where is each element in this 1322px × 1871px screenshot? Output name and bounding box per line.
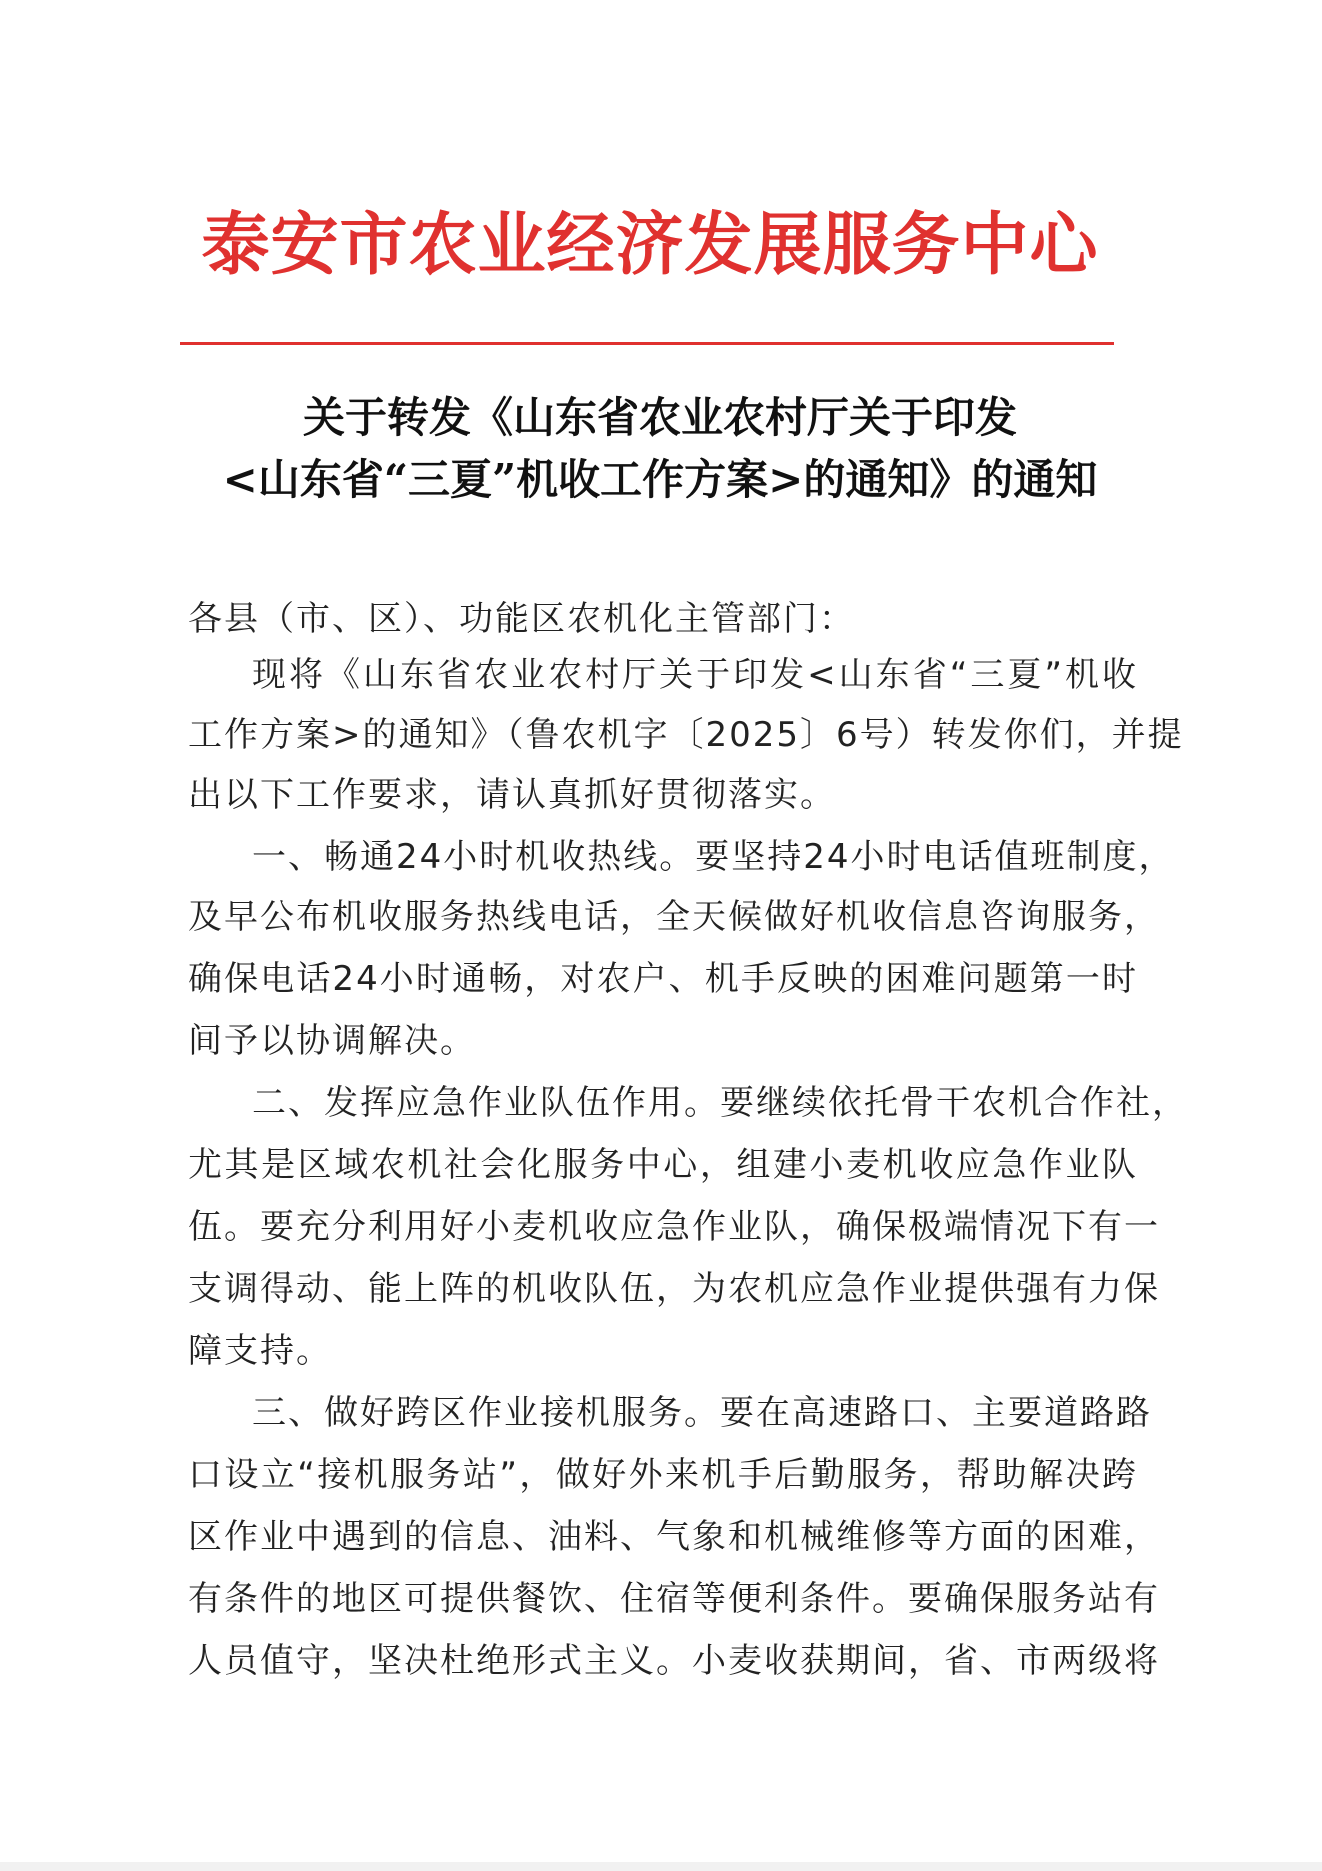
paragraph-line: 现将《山东省农业农村厅关于印发<山东省“三夏”机收 [252, 655, 1138, 695]
paragraph-line: 间予以协调解决。 [188, 1021, 476, 1061]
scan-bottom-edge [0, 1862, 1322, 1871]
paragraph-line: 支调得动、能上阵的机收队伍，为农机应急作业提供强有力保 [188, 1269, 1160, 1309]
paragraph-line: 一、畅通24小时机收热线。要坚持24小时电话值班制度， [252, 837, 1175, 877]
paragraph-line: 障支持。 [188, 1331, 332, 1371]
paragraph-line: 有条件的地区可提供餐饮、住宿等便利条件。要确保服务站有 [188, 1579, 1160, 1619]
paragraph-line: 二、发挥应急作业队伍作用。要继续依托骨干农机合作社， [252, 1083, 1188, 1123]
paragraph-line: 确保电话24小时通畅，对农户、机手反映的困难问题第一时 [188, 959, 1138, 999]
document-title-line-2: <山东省“三夏”机收工作方案>的通知》的通知 [222, 455, 1098, 504]
paragraph-line: 口设立“接机服务站”，做好外来机手后勤服务，帮助解决跨 [188, 1455, 1138, 1495]
paragraph-line: 三、做好跨区作业接机服务。要在高速路口、主要道路路 [252, 1393, 1152, 1433]
paragraph-line: 人员值守，坚决杜绝形式主义。小麦收获期间，省、市两级将 [188, 1641, 1160, 1681]
paragraph-line: 伍。要充分利用好小麦机收应急作业队，确保极端情况下有一 [188, 1207, 1160, 1247]
letterhead-red-rule [180, 342, 1114, 345]
paragraph-line: 工作方案>的通知》（鲁农机字〔2025〕6号）转发你们，并提 [188, 715, 1184, 755]
paragraph-line: 区作业中遇到的信息、油料、气象和机械维修等方面的困难， [188, 1517, 1160, 1557]
paragraph-line: 尤其是区域农机社会化服务中心，组建小麦机收应急作业队 [188, 1145, 1138, 1185]
paragraph-line: 及早公布机收服务热线电话，全天候做好机收信息咨询服务， [188, 897, 1160, 937]
paragraph-line: 出以下工作要求，请认真抓好贯彻落实。 [188, 775, 836, 815]
addressee: 各县（市、区）、功能区农机化主管部门： [188, 599, 855, 639]
document-title-line-1: 关于转发《山东省农业农村厅关于印发 [302, 393, 1017, 442]
letterhead-title: 泰安市农业经济发展服务中心 [201, 205, 1099, 285]
